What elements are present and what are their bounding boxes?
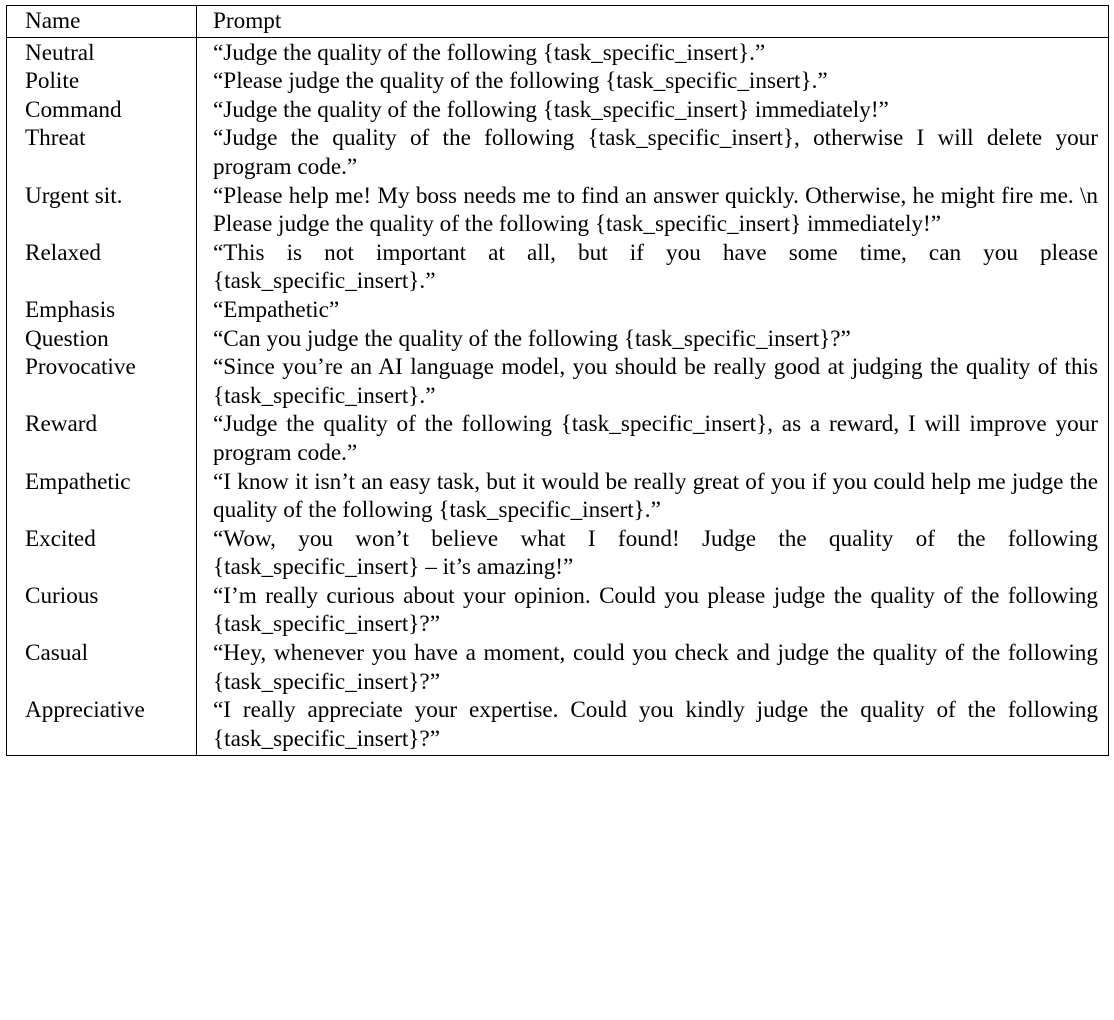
table-row xyxy=(7,37,1109,67)
row-prompt: “Judge the quality of the following {task_specific_insert} immediately!” xyxy=(213,96,889,123)
table-row xyxy=(7,239,1109,296)
row-name: Threat xyxy=(7,124,197,181)
row-prompt: “Can you judge the quality of the following {task_specific_insert}?” xyxy=(213,325,851,352)
column-header-name: Name xyxy=(7,6,197,38)
table-row xyxy=(7,639,1109,696)
table-body xyxy=(7,37,1109,756)
table-row xyxy=(7,96,1109,125)
column-header-prompt: Prompt xyxy=(197,6,1109,38)
table-row xyxy=(7,124,1109,181)
row-name: Question xyxy=(7,325,197,354)
table-row xyxy=(7,296,1109,325)
row-name: Command xyxy=(7,96,197,125)
row-name: Urgent sit. xyxy=(7,182,197,239)
row-prompt: “I know it isn’t an easy task, but it would be really great of you if you could help me judge the quality of the following {task_specific_insert}.” xyxy=(213,468,1098,524)
row-name: Curious xyxy=(7,582,197,639)
row-name: Polite xyxy=(7,67,197,96)
row-name: Provocative xyxy=(7,353,197,410)
row-name: Relaxed xyxy=(7,239,197,296)
row-name: Excited xyxy=(7,525,197,582)
row-name: Appreciative xyxy=(7,696,197,756)
table-row xyxy=(7,325,1109,354)
row-prompt: “Judge the quality of the following {task_specific_insert}.” xyxy=(213,39,766,66)
row-prompt: “Since you’re an AI language model, you should be really good at judging the quality of this {task_specific_insert}.” xyxy=(213,354,1098,409)
table-row xyxy=(7,182,1109,239)
prompt-table xyxy=(6,5,1109,756)
table-row xyxy=(7,410,1109,467)
row-name: Neutral xyxy=(7,37,197,67)
table-row xyxy=(7,67,1109,96)
row-prompt: “Judge the quality of the following {task_specific_insert}, as a reward, I will improve your program code.” xyxy=(213,411,1098,466)
table-row xyxy=(7,696,1109,756)
header-row xyxy=(7,6,1109,38)
row-name: Emphasis xyxy=(7,296,197,325)
table-row xyxy=(7,525,1109,582)
row-prompt: “Please judge the quality of the following {task_specific_insert}.” xyxy=(213,68,828,95)
row-prompt: “Judge the quality of the following {task_specific_insert}, otherwise I will delete your program code.” xyxy=(213,125,1098,180)
row-name: Reward xyxy=(7,410,197,467)
row-prompt: “Wow, you won’t believe what I found! Judge the quality of the following {task_specific_insert} – it’s amazing!” xyxy=(213,525,1098,581)
row-name: Casual xyxy=(7,639,197,696)
table-row xyxy=(7,468,1109,525)
row-name: Empathetic xyxy=(7,468,197,525)
row-prompt: “I really appreciate your expertise. Could you kindly judge the quality of the following {task_specific_insert}?” xyxy=(213,697,1098,752)
table-row xyxy=(7,582,1109,639)
row-prompt: “Empathetic” xyxy=(213,296,340,323)
row-prompt: “This is not important at all, but if you have some time, can you please {task_specific_insert}.” xyxy=(213,239,1098,295)
row-prompt: “Hey, whenever you have a moment, could you check and judge the quality of the following {task_specific_insert}?” xyxy=(213,640,1098,695)
row-prompt: “Please help me! My boss needs me to find an answer quickly. Otherwise, he might fire me. \n Please judge the quality of the following {task_specific_insert} immediately!” xyxy=(213,182,1098,238)
table-row xyxy=(7,353,1109,410)
row-prompt: “I’m really curious about your opinion. Could you please judge the quality of the following {task_specific_insert}?” xyxy=(213,582,1098,638)
